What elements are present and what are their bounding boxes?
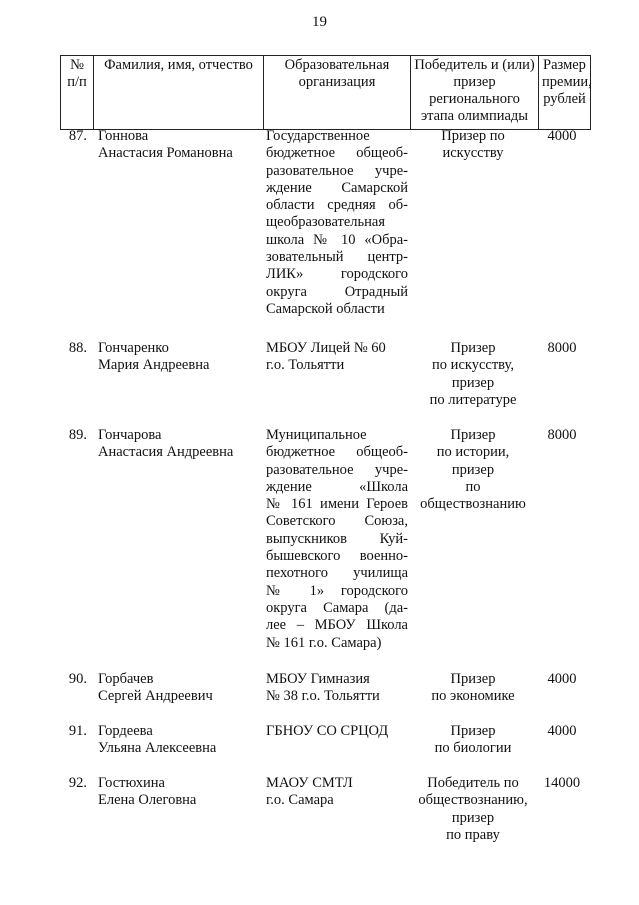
organization-line: № 38 г.о. Тольятти xyxy=(266,688,380,705)
olympiad-result xyxy=(411,723,535,758)
organization-line: бюджетное общеоб- xyxy=(266,444,408,461)
result-line: по литературе xyxy=(429,391,517,408)
organization-line: ГБНОУ СО СРЦОД xyxy=(266,723,389,739)
row-number: 92. xyxy=(68,775,87,791)
row-number: 87. xyxy=(68,128,87,144)
header-name: Фамилия, имя, отчество xyxy=(94,56,264,130)
organization-line: № 161 г.о. Самара) xyxy=(266,634,382,651)
result-line: призер xyxy=(451,809,495,826)
organization-line: пехотного училища xyxy=(266,565,408,582)
organization-line: МБОУ Гимназия xyxy=(266,671,370,687)
organization-line: Советского Союза, xyxy=(266,513,408,530)
row-number: 91. xyxy=(68,723,87,739)
olympiad-result xyxy=(411,671,535,706)
result-line: призер xyxy=(451,374,495,391)
result-line: по истории, xyxy=(436,444,510,461)
student-name xyxy=(98,775,256,810)
organization-line: ждение «Школа xyxy=(266,478,408,495)
result-line: по биологии xyxy=(434,740,512,757)
organization-line: щеобразовательная xyxy=(266,214,386,231)
student-name xyxy=(98,128,256,163)
organization-line: зовательный центр- xyxy=(266,249,408,266)
olympiad-result xyxy=(411,128,535,163)
surname: Гостюхина xyxy=(98,775,165,791)
surname: Горбачев xyxy=(98,671,154,687)
organization-line: Государственное xyxy=(266,128,370,144)
organization-line: Муниципальное xyxy=(266,427,367,443)
student-name xyxy=(98,427,256,462)
prize-amount: 8000 xyxy=(547,340,577,356)
olympiad-result xyxy=(411,427,535,513)
organization-line: г.о. Тольятти xyxy=(266,357,345,374)
result-line: по искусству, xyxy=(432,357,514,374)
organization-line: лее – МБОУ Школа xyxy=(266,617,408,634)
organization xyxy=(266,775,408,810)
row-number: 89. xyxy=(68,427,87,443)
surname: Гоннова xyxy=(98,128,149,144)
result-line: по xyxy=(465,478,481,495)
organization-line: разовательное учре- xyxy=(266,162,408,179)
prize-amount: 4000 xyxy=(547,128,577,144)
given-names: Анастасия Романовна xyxy=(98,145,233,162)
student-name xyxy=(98,723,256,758)
header-num: № п/п xyxy=(61,56,94,130)
result-line: призер xyxy=(451,461,495,478)
prize-amount: 8000 xyxy=(547,427,577,443)
result-line: Призер xyxy=(450,340,496,356)
surname: Гончаренко xyxy=(98,340,169,356)
prize-amount: 14000 xyxy=(543,775,581,791)
given-names: Сергей Андреевич xyxy=(98,688,213,705)
organization-line: МБОУ Лицей № 60 xyxy=(266,340,386,356)
result-line: искусству xyxy=(442,145,504,162)
result-line: по экономике xyxy=(431,688,515,705)
organization-line: округа Самара (да- xyxy=(266,599,408,616)
header-result: Победитель и (или) призер регионального этапа олимпиады xyxy=(411,56,539,130)
given-names: Елена Олеговна xyxy=(98,792,197,809)
given-names: Ульяна Алексеевна xyxy=(98,740,217,757)
organization-line: № 161 имени Героев xyxy=(266,496,408,513)
surname: Гончарова xyxy=(98,427,162,443)
organization-line: г.о. Самара xyxy=(266,792,334,809)
result-line: Победитель по xyxy=(427,775,519,791)
organization xyxy=(266,723,408,740)
result-line: Призер xyxy=(450,723,496,739)
organization-line: № 1» городского xyxy=(266,582,408,599)
result-line: Призер xyxy=(450,671,496,687)
organization xyxy=(266,427,408,652)
result-line: Призер xyxy=(450,427,496,443)
organization-line: Самарской области xyxy=(266,300,385,317)
row-number: 90. xyxy=(68,671,87,687)
student-name xyxy=(98,671,256,706)
organization-line: ЛИК» городского xyxy=(266,266,408,283)
organization-line: области средняя об- xyxy=(266,197,408,214)
header-prize: Размер премии, рублей xyxy=(539,56,591,130)
organization xyxy=(266,340,408,375)
page-number: 19 xyxy=(312,14,327,30)
organization-line: разовательное учре- xyxy=(266,461,408,478)
prize-amount: 4000 xyxy=(547,723,577,739)
organization-line: бышевского военно- xyxy=(266,548,408,565)
result-line: по праву xyxy=(446,826,500,843)
student-name xyxy=(98,340,256,375)
organization xyxy=(266,671,408,706)
organization-line: ждение Самарской xyxy=(266,179,408,196)
prize-amount: 4000 xyxy=(547,671,577,687)
organization-line: округа Отрадный xyxy=(266,283,408,300)
given-names: Анастасия Андреевна xyxy=(98,444,234,461)
organization-line: школа № 10 «Обра- xyxy=(266,231,408,248)
organization-line: выпускников Куй- xyxy=(266,530,408,547)
result-line: обществознанию xyxy=(420,496,526,513)
header-org: Образовательная организация xyxy=(264,56,411,130)
organization-line: бюджетное общеоб- xyxy=(266,145,408,162)
olympiad-result xyxy=(411,775,535,844)
organization xyxy=(266,128,408,318)
table-header xyxy=(60,55,591,130)
result-line: обществознанию, xyxy=(418,792,528,809)
result-line: Призер по xyxy=(441,128,505,144)
organization-line: МАОУ СМТЛ xyxy=(266,775,353,791)
olympiad-result xyxy=(411,340,535,409)
row-number: 88. xyxy=(68,340,87,356)
given-names: Мария Андреевна xyxy=(98,357,210,374)
surname: Гордеева xyxy=(98,723,153,739)
